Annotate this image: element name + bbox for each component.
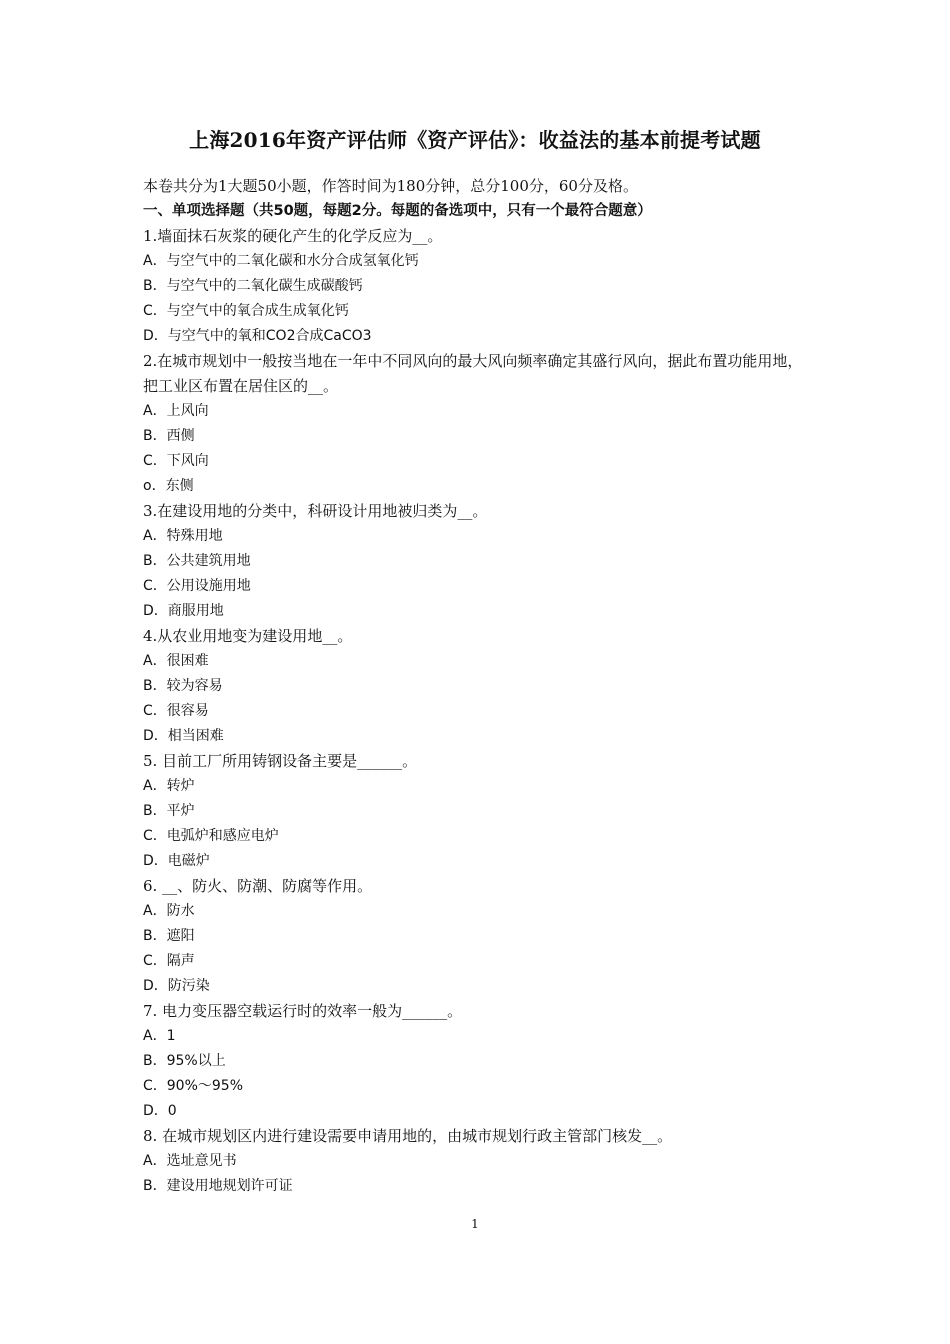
question-2: 2.在城市规划中一般按当地在一年中不同风向的最大风向频率确定其盛行风向，据此布置功能用地，把工业区布置在居住区的__。 xyxy=(143,352,803,395)
question-5: 5. 目前工厂所用铸钢设备主要是______。 xyxy=(143,752,418,770)
question-1-option-d: D．与空气中的氧和CO2合成CaCO3 xyxy=(143,328,372,344)
question-4-option-b: B．较为容易 xyxy=(143,678,223,694)
question-5-option-c: C．电弧炉和感应电炉 xyxy=(143,828,279,844)
question-1-option-a: A．与空气中的二氧化碳和水分合成氢氧化钙 xyxy=(143,253,419,269)
question-5-option-b: B．平炉 xyxy=(143,803,195,819)
question-6-option-b: B．遮阳 xyxy=(143,928,195,944)
question-7-option-c: C．90%～95% xyxy=(143,1078,244,1094)
question-4-option-c: C．很容易 xyxy=(143,703,209,719)
exam-intro: 本卷共分为1大题50小题，作答时间为180分钟，总分100分，60分及格。 xyxy=(143,177,638,195)
question-1-option-b: B．与空气中的二氧化碳生成碳酸钙 xyxy=(143,278,363,294)
question-2-option-b: B．西侧 xyxy=(143,428,195,444)
question-3-option-b: B．公共建筑用地 xyxy=(143,553,251,569)
question-7-option-a: A．1 xyxy=(143,1028,176,1044)
question-5-option-d: D．电磁炉 xyxy=(143,853,210,869)
question-2-option-a: A．上风向 xyxy=(143,403,209,419)
question-3-option-a: A．特殊用地 xyxy=(143,528,223,544)
question-3: 3.在建设用地的分类中，科研设计用地被归类为__。 xyxy=(143,502,488,520)
question-7-option-d: D．0 xyxy=(143,1103,177,1119)
page-title: 上海2016年资产评估师《资产评估》：收益法的基本前提考试题 xyxy=(189,128,761,152)
question-1: 1.墙面抹石灰浆的硬化产生的化学反应为__。 xyxy=(143,227,443,245)
question-7-option-b: B．95%以上 xyxy=(143,1053,226,1069)
question-6-option-d: D．防污染 xyxy=(143,978,210,994)
section-heading: 一、单项选择题（共50题，每题2分。每题的备选项中，只有一个最符合题意） xyxy=(143,203,652,219)
document-body xyxy=(143,174,815,1199)
question-2-option-c: C．下风向 xyxy=(143,453,209,469)
page-number: 1 xyxy=(471,1217,479,1231)
question-8-option-b: B．建设用地规划许可证 xyxy=(143,1178,293,1194)
question-6: 6. __、防火、防潮、防腐等作用。 xyxy=(143,877,373,895)
question-4-option-d: D．相当困难 xyxy=(143,728,224,744)
question-8-option-a: A．选址意见书 xyxy=(143,1153,237,1169)
question-3-option-d: D．商服用地 xyxy=(143,603,224,619)
question-4: 4.从农业用地变为建设用地__。 xyxy=(143,627,353,645)
question-8: 8. 在城市规划区内进行建设需要申请用地的，由城市规划行政主管部门核发__。 xyxy=(143,1127,673,1145)
question-4-option-a: A．很困难 xyxy=(143,653,209,669)
question-5-option-a: A．转炉 xyxy=(143,778,195,794)
question-6-option-a: A．防水 xyxy=(143,903,195,919)
question-6-option-c: C．隔声 xyxy=(143,953,195,969)
question-7: 7. 电力变压器空载运行时的效率一般为______。 xyxy=(143,1002,463,1020)
question-2-option-d: o．东侧 xyxy=(143,478,194,494)
question-1-option-c: C．与空气中的氧合成生成氧化钙 xyxy=(143,303,349,319)
question-3-option-c: C．公用设施用地 xyxy=(143,578,251,594)
